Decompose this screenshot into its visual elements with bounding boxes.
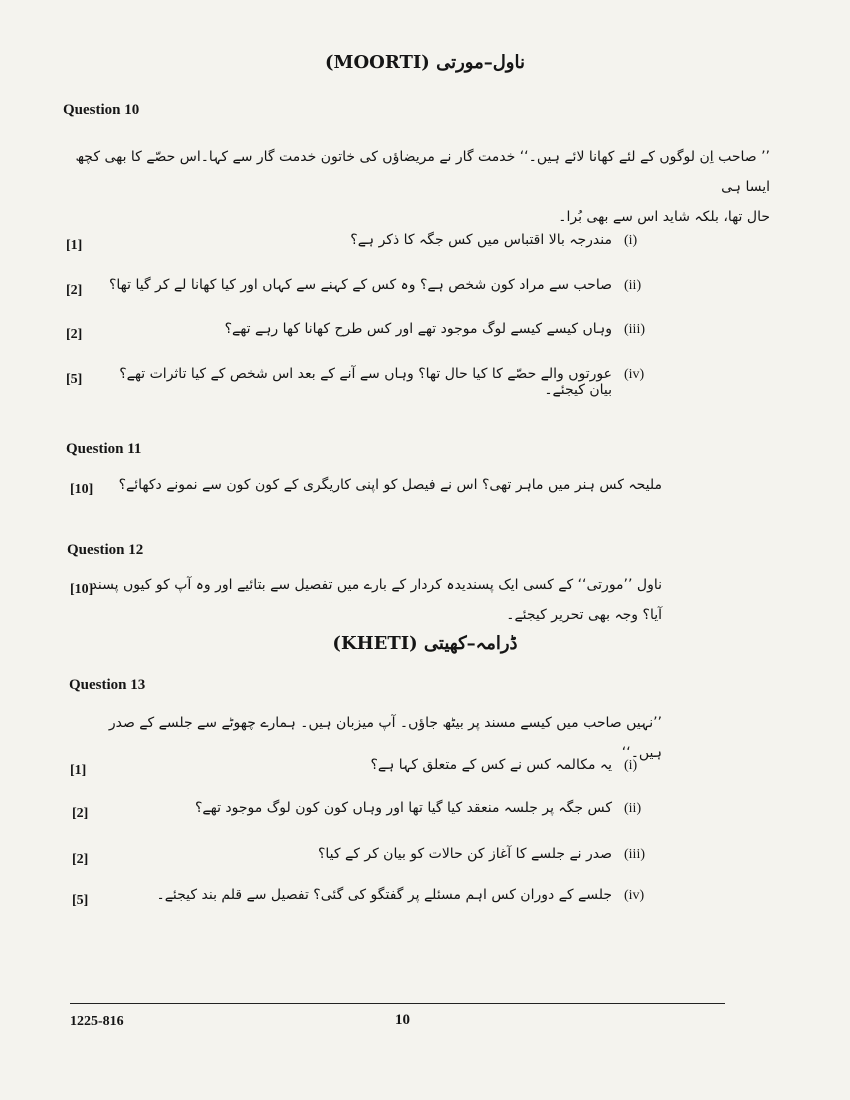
question-13-heading: Question 13 [69,677,146,693]
item-text: کس جگہ پر جلسہ منعقد کیا گیا تھا اور وہاں کون کون لوگ موجود تھے؟ [195,800,612,816]
mark-q13-iv: [5] [72,893,89,908]
section-title-kheti: ڈرامہ–کھیتی (KHETI) [332,633,518,654]
question-11-heading: Question 11 [66,441,142,457]
q10-item-iv [102,366,662,398]
q10-item-ii [102,277,662,294]
section-title-moorti: ناول–مورتی (MOORTI) [325,52,525,73]
mark-q10-iii: [2] [66,327,83,342]
question-13-quote: ’’نہیں صاحب میں کیسے مسند پر بیٹھ جاؤں۔ آپ میزبان ہیں۔ ہمارے چھوٹے سے جلسے کے صدر ہیں۔‘‘ [108,715,662,761]
question-12-text: ناول ’’مورتی‘‘ کے کسی ایک پسندیدہ کردار کے بارے میں تفصیل سے بتائیے اور وہ آپ کو کیوں پسند آیا؟ وجہ بھی تحریر کیجئے۔ [90,577,662,623]
footer-divider [70,1003,725,1004]
passage-line: حال تھا، بلکہ شاید اس سے بھی بُرا۔ [558,209,770,225]
mark-q12: [10] [70,582,94,597]
question-12-heading: Question 12 [67,542,144,558]
question-11-text: ملیحہ کس ہنر میں ماہر تھی؟ اس نے فیصل کو اپنی کاریگری کے کون کون سے نمونے دکھائے؟ [118,477,662,493]
item-number: (ii) [624,801,642,816]
item-number: (i) [624,233,638,248]
q13-item-ii [102,800,662,817]
item-text: وہاں کیسے کیسے لوگ موجود تھے اور کس طرح کھانا کھا رہے تھے؟ [224,321,612,337]
q10-item-i [102,232,662,249]
q10-item-iii [102,321,662,338]
q13-item-iv [102,887,662,904]
item-number: (iv) [624,888,645,903]
item-number: (ii) [624,278,642,293]
mark-q10-iv: [5] [66,372,83,387]
item-text: یہ مکالمہ کس نے کس کے متعلق کہا ہے؟ [370,757,612,773]
page-number: 10 [395,1012,410,1028]
mark-q13-iii: [2] [72,852,89,867]
item-text: صدر نے جلسے کا آغاز کن حالات کو بیان کر کے کیا؟ [317,846,612,862]
item-text: عورتوں والے حصّے کا کیا حال تھا؟ وہاں سے آنے کے بعد اس شخص کے کیا تاثرات تھے؟ بیان کیجئے۔ [119,366,612,398]
mark-q10-i: [1] [66,238,83,253]
item-text: جلسے کے دوران کس اہم مسئلے پر گفتگو کی گئی؟ تفصیل سے قلم بند کیجئے۔ [156,887,612,903]
question-10-heading: Question 10 [63,102,140,118]
item-number: (iii) [624,322,645,337]
item-number: (iii) [624,847,645,862]
item-text: مندرجہ بالا اقتباس میں کس جگہ کا ذکر ہے؟ [350,232,612,248]
item-text: صاحب سے مراد کون شخص ہے؟ وہ کس کے کہنے سے کہاں اور کیا کھانا لے کر گیا تھا؟ [108,277,612,293]
paper-code: 1225-816 [70,1014,124,1029]
mark-q10-ii: [2] [66,283,83,298]
question-10-passage [70,142,770,232]
passage-line: ’’ صاحب اِن لوگوں کے لئے کھانا لائے ہیں۔‘‘ خدمت گار نے مریضاؤں کی خاتون خدمت گار سے کہا۔اس حصّے کا بھی کچھ ایسا ہی [75,149,770,195]
mark-q11: [10] [70,482,94,497]
q13-item-iii [102,846,662,863]
mark-q13-ii: [2] [72,806,89,821]
q13-item-i [102,757,662,774]
item-number: (i) [624,758,638,773]
mark-q13-i: [1] [70,763,87,778]
item-number: (iv) [624,367,645,382]
